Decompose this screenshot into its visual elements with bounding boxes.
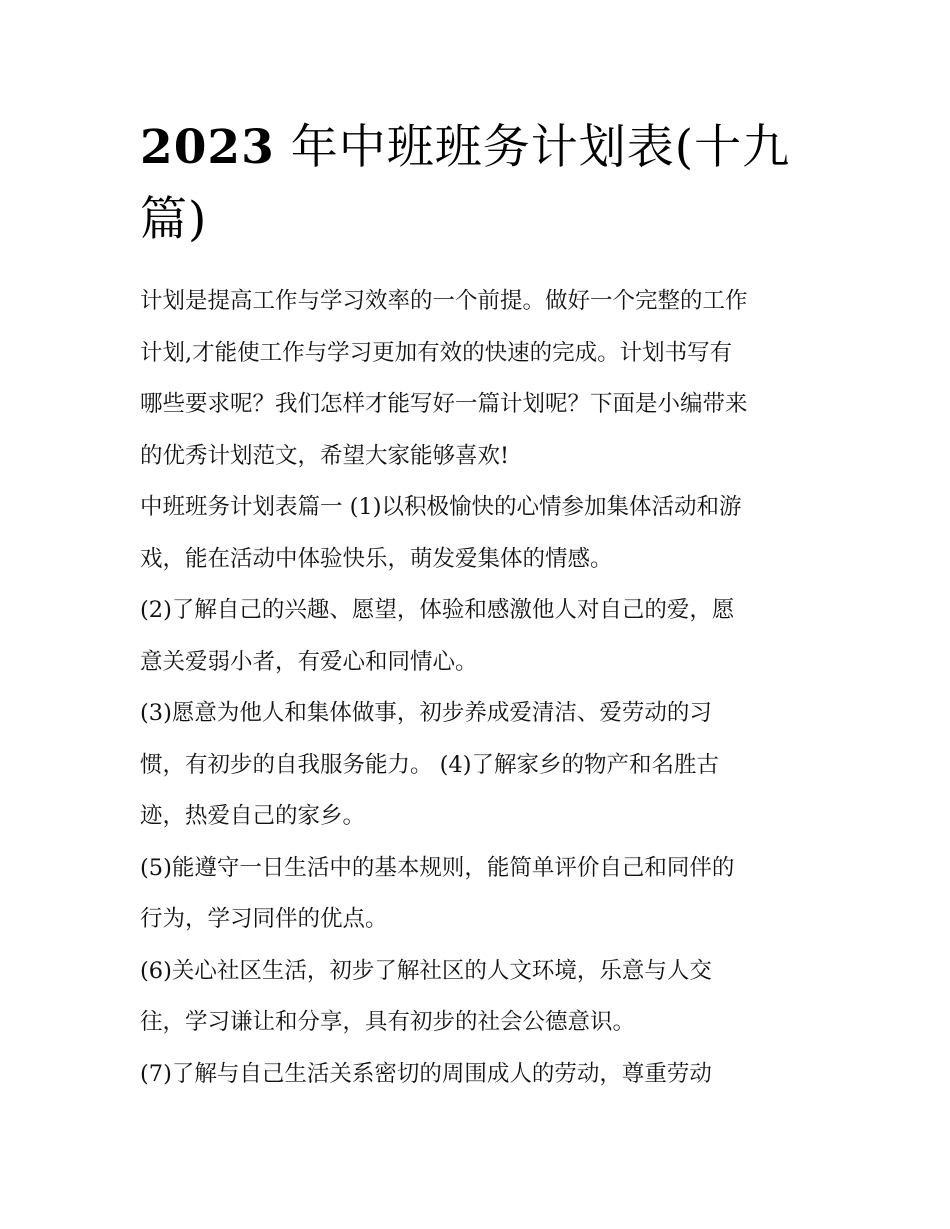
body-line: (5)能遵守一日生活中的基本规则，能简单评价自己和同伴的: [140, 854, 735, 881]
title-year: 2023: [140, 120, 275, 175]
document-title: [140, 112, 820, 256]
body-line: 惯，有初步的自我服务能力。 (4)了解家乡的物产和名胜古: [140, 751, 720, 778]
body-line: 哪些要求呢？我们怎样才能写好一篇计划呢？下面是小编带来: [140, 391, 748, 417]
body-line: (6)关心社区生活，初步了解社区的人文环境，乐意与人交: [140, 957, 712, 984]
body-line: (7)了解与自己生活关系密切的周围成人的劳动，尊重劳动: [140, 1060, 712, 1087]
body-line: 的优秀计划范文，希望大家能够喜欢!: [140, 442, 510, 469]
title-text-line2: 篇): [140, 192, 208, 247]
body-line: 意关爱弱小者，有爱心和同情心。: [140, 648, 478, 675]
body-line: 戏，能在活动中体验快乐，萌发爱集体的情感。: [140, 545, 613, 572]
body-line: (3)愿意为他人和集体做事，初步养成爱清洁、爱劳动的习: [140, 700, 712, 726]
body-line: (2)了解自己的兴趣、愿望，体验和感激他人对自己的爱，愿: [140, 597, 735, 623]
title-text: 年中班班务计划表(十九: [274, 120, 791, 175]
body-line: 计划,才能使工作与学习更加有效的快速的完成。计划书写有: [140, 339, 733, 366]
body-line: 往，学习谦让和分享，具有初步的社会公德意识。: [140, 1009, 636, 1035]
body-line: 行为，学习同伴的优点。: [140, 906, 388, 932]
body-line: 中班班务计划表篇一 (1)以积极愉快的心情参加集体活动和游: [140, 494, 742, 520]
document-body: [140, 276, 830, 1100]
body-line: 迹，热爱自己的家乡。: [140, 803, 366, 829]
body-line: 计划是提高工作与学习效率的一个前提。做好一个完整的工作: [140, 288, 748, 314]
